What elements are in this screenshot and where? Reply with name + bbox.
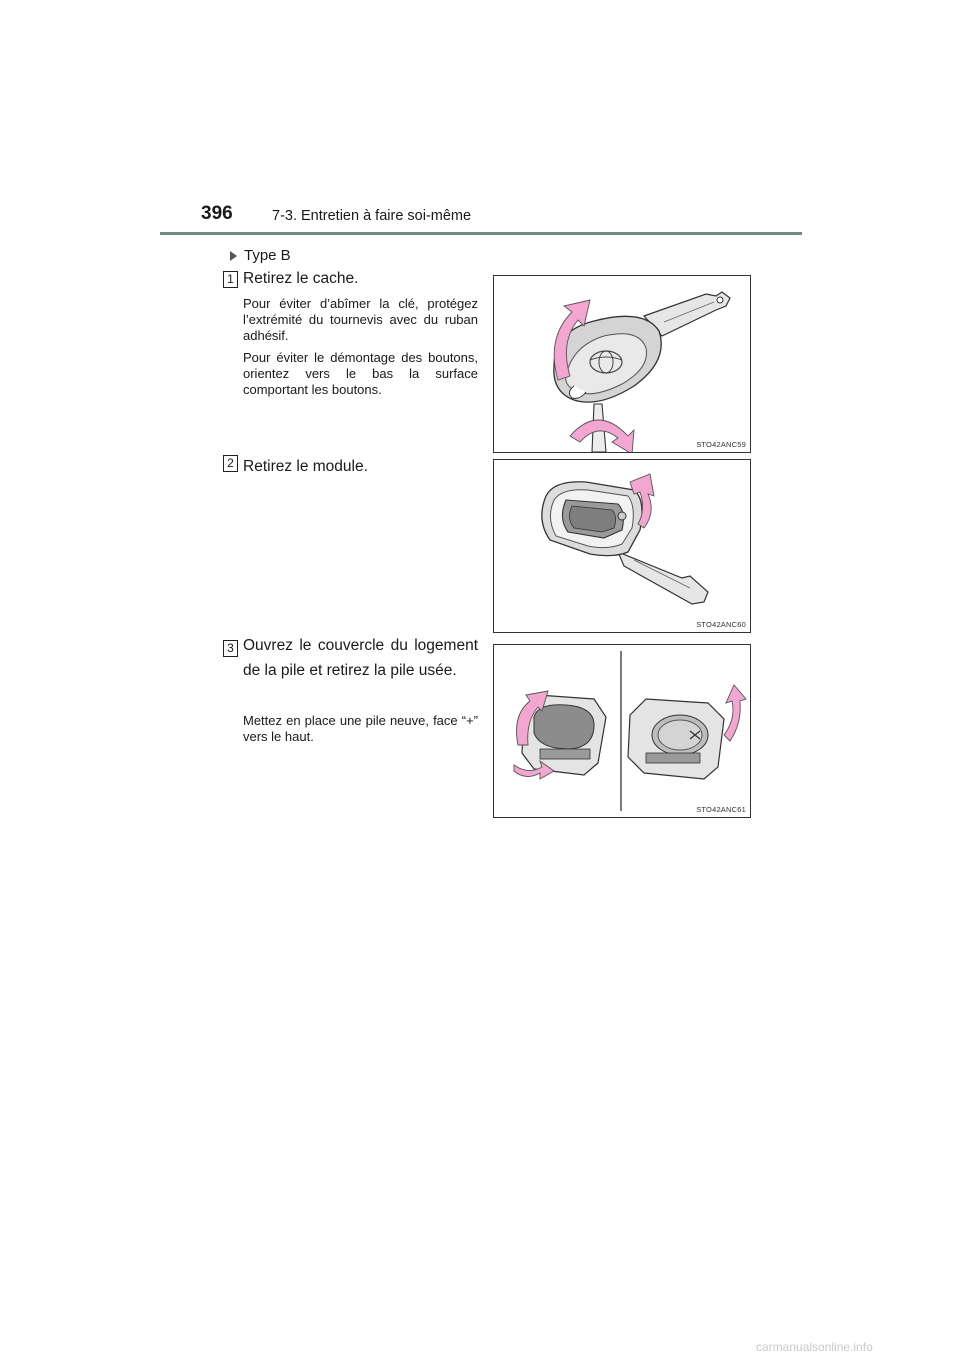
step-number-3: 3 (223, 640, 238, 657)
figure-code-1: STO42ANC59 (696, 440, 746, 449)
header-rule (160, 232, 802, 235)
step-title-3: Ouvrez le couvercle du logement de la pile et retirez la pile usée. (243, 637, 478, 679)
step-number-1: 1 (223, 271, 238, 288)
step-title-2: Retirez le module. (243, 458, 368, 475)
section-title: 7-3. Entretien à faire soi-même (272, 208, 472, 224)
step-notes-3 (243, 713, 478, 751)
step-number-2: 2 (223, 455, 238, 472)
step-notes-1 (243, 296, 478, 404)
figure-replace-battery (493, 644, 751, 818)
step-note-1-a: Pour éviter d’abîmer la clé, protégez l’extrémité du tournevis avec du ruban adhésif. (243, 296, 478, 343)
figure-remove-cover (493, 275, 751, 453)
figure-remove-module (493, 459, 751, 633)
triangle-bullet-icon (230, 251, 237, 261)
type-label-text: Type B (244, 247, 291, 264)
step-note-3-a: Mettez en place une pile neuve, face “+” vers le haut. (243, 713, 478, 744)
watermark: carmanualsonline.info (756, 1340, 873, 1354)
figure-code-2: STO42ANC60 (696, 620, 746, 629)
type-label (230, 247, 291, 264)
step-note-1-b: Pour éviter le démontage des boutons, orientez vers le bas la surface comportant les boutons. (243, 350, 478, 397)
step-title-1: Retirez le cache. (243, 270, 359, 287)
page-number: 396 (201, 203, 233, 224)
figure-code-3: STO42ANC61 (696, 805, 746, 814)
